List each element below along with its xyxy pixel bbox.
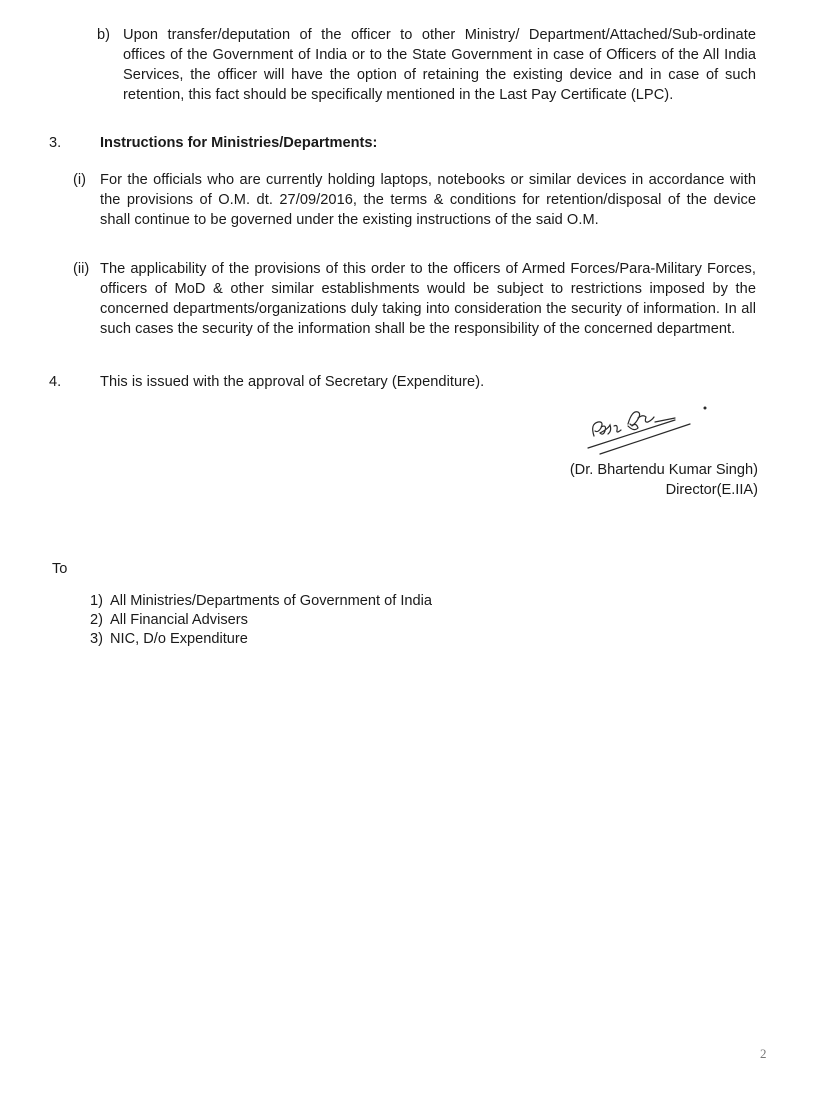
section-4-number: 4. (49, 374, 62, 390)
signature-icon (580, 398, 720, 458)
section-3-item-i-label: (i) (73, 172, 86, 188)
recipient-text: All Ministries/Departments of Government of India (110, 593, 433, 609)
signatory-block (570, 460, 758, 500)
recipient-number: 1) (90, 593, 103, 609)
recipient-text: NIC, D/o Expenditure (110, 631, 248, 647)
recipient-item (78, 630, 432, 649)
section-3-item-ii-label: (ii) (73, 261, 90, 277)
recipient-number: 2) (90, 612, 103, 628)
signatory-designation: Director(E.IIA) (665, 482, 758, 498)
section-4-text: This is issued with the approval of Secretary (Expenditure). (100, 374, 485, 390)
section-3-heading: Instructions for Ministries/Departments: (100, 135, 378, 151)
recipient-item (78, 611, 432, 630)
signatory-name: (Dr. Bhartendu Kumar Singh) (569, 462, 758, 478)
to-label: To (52, 561, 68, 577)
clause-b-label: b) (97, 27, 110, 43)
recipient-number: 3) (90, 631, 103, 647)
section-3-item-ii-text: The applicability of the provisions of this order to the officers of Armed Forces/Para-Military Forces, officers of MoD & other similar establishments would be subject to restrictions imposed by the concerned departments/organizations duly taking into consideration the security of information. In all such cases the security of the information shall be the responsibility of the concerned department. (100, 261, 756, 337)
clause-b-text: Upon transfer/deputation of the officer to other Ministry/ Department/Attached/Sub-ordinate offices of the Government of India or to the State Government in case of Officers of the All India Services, the officer will have the option of retaining the existing device and in case of such retention, this fact should be specifically mentioned in the Last Pay Certificate (LPC). (123, 27, 756, 103)
page-number: 2 (760, 1046, 767, 1061)
section-3-item-i-text: For the officials who are currently holding laptops, notebooks or similar devices in accordance with the provisions of O.M. dt. 27/09/2016, the terms & conditions for retention/disposal of the device shall continue to be governed under the existing instructions of the said O.M. (100, 172, 756, 228)
recipients-list (78, 592, 432, 649)
recipient-text: All Financial Advisers (110, 612, 248, 628)
section-3-number: 3. (49, 135, 62, 151)
recipient-item (78, 592, 432, 611)
